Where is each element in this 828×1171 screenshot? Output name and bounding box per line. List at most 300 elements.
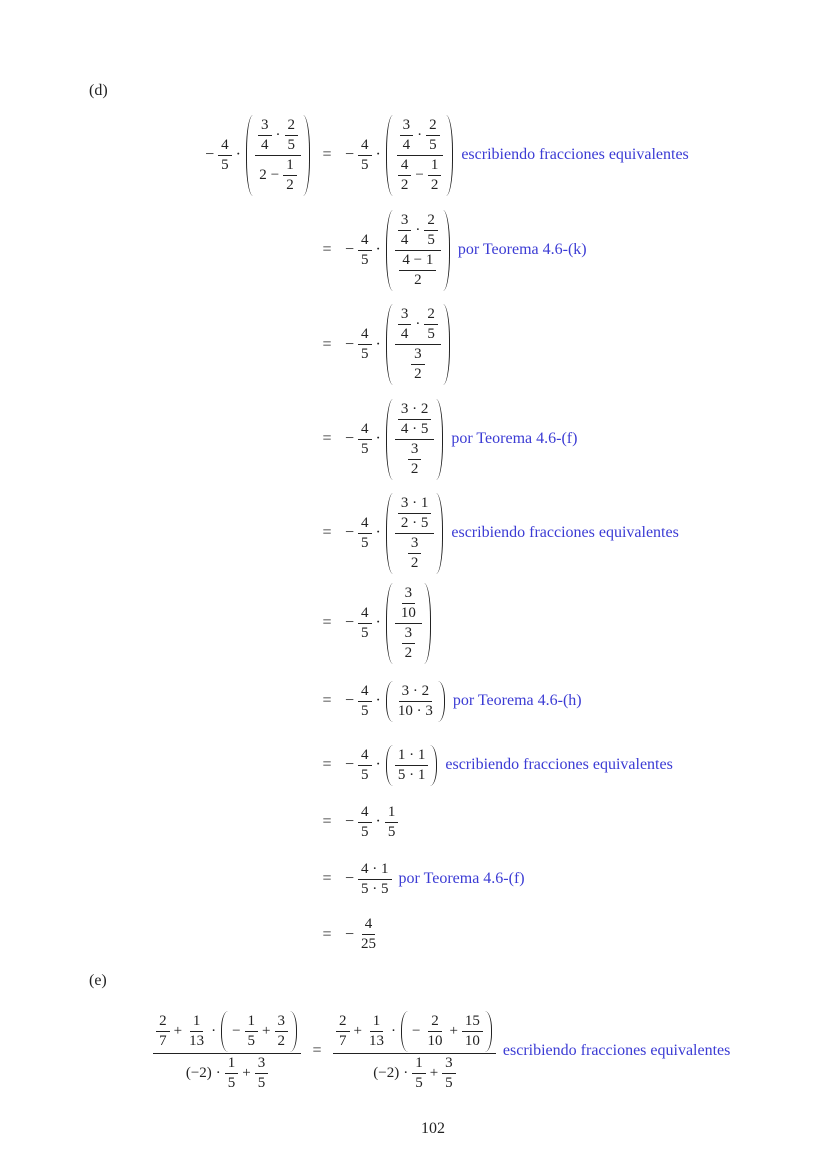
fraction xyxy=(218,137,232,174)
math-token: 5 xyxy=(361,251,369,268)
parenthesized-group xyxy=(386,115,453,196)
fraction xyxy=(400,117,414,154)
denominator xyxy=(358,823,372,841)
numerator xyxy=(395,401,435,440)
numerator xyxy=(358,515,372,534)
denominator xyxy=(395,702,436,720)
math-expression xyxy=(332,1011,497,1092)
equals-sign: = xyxy=(322,146,332,163)
justification-note: escribiendo fracciones equivalentes xyxy=(461,146,689,163)
fraction xyxy=(395,212,441,289)
denominator xyxy=(218,156,232,174)
math-token: 2 xyxy=(427,211,435,228)
denominator xyxy=(408,554,422,572)
math-operator: − xyxy=(232,1022,241,1039)
math-operator: · xyxy=(215,1064,221,1081)
math-operator: · xyxy=(211,1022,217,1039)
math-token: 3 xyxy=(410,440,419,457)
page-number: 102 xyxy=(421,1120,445,1137)
math-token: 3 xyxy=(445,1054,453,1071)
group-content xyxy=(253,115,303,196)
math-token: 4 xyxy=(361,326,369,342)
numerator xyxy=(370,1013,384,1032)
equals-sign: = xyxy=(322,614,332,631)
group-content xyxy=(393,399,437,480)
justification-note: por Teorema 4.6-(h) xyxy=(452,692,582,709)
math-token: 4 xyxy=(221,136,229,153)
math-token: 2 xyxy=(410,554,419,571)
left-parenthesis xyxy=(386,745,393,786)
numerator xyxy=(358,137,372,156)
justification-note: escribiendo fracciones equivalentes xyxy=(451,524,679,541)
equation-row xyxy=(0,666,689,736)
math-token: 4 xyxy=(361,682,369,699)
equation-row xyxy=(0,580,689,666)
denominator xyxy=(426,136,440,154)
left-parenthesis xyxy=(221,1011,228,1052)
math-expression xyxy=(399,117,441,154)
equation-lhs xyxy=(0,736,312,794)
numerator xyxy=(399,252,436,271)
fraction xyxy=(255,117,301,194)
fraction xyxy=(424,212,438,249)
math-operator: − xyxy=(345,430,355,447)
math-expression xyxy=(394,401,436,478)
numerator xyxy=(402,625,416,644)
equation-rhs xyxy=(342,486,689,580)
denominator xyxy=(408,460,422,478)
fraction xyxy=(358,605,372,642)
math-operator: · xyxy=(417,126,423,143)
fraction xyxy=(358,747,372,784)
equation-rhs xyxy=(342,297,689,392)
numerator xyxy=(275,1013,289,1032)
math-expression xyxy=(394,212,442,289)
equation-row xyxy=(0,736,689,794)
math-expression xyxy=(152,1011,302,1092)
denominator xyxy=(156,1032,170,1050)
math-operator: · xyxy=(375,614,381,631)
math-token: 5 · 1 xyxy=(397,766,426,783)
math-token: 1 xyxy=(192,1012,201,1029)
fraction xyxy=(424,1013,445,1050)
numerator xyxy=(385,804,399,823)
math-operator: − xyxy=(345,614,355,631)
equation-lhs xyxy=(0,486,312,580)
equation-rhs xyxy=(342,794,689,850)
denominator xyxy=(358,702,372,720)
left-parenthesis xyxy=(386,399,393,480)
numerator xyxy=(285,117,299,136)
fraction xyxy=(395,747,429,784)
right-parenthesis xyxy=(446,115,453,196)
math-token: (−2) xyxy=(373,1064,400,1081)
numerator xyxy=(398,157,412,176)
math-expression xyxy=(229,1013,289,1050)
equals-sign: = xyxy=(322,524,332,541)
equation-lhs xyxy=(0,850,312,908)
math-token: 1 xyxy=(247,1012,256,1029)
group-content xyxy=(408,1011,485,1052)
numerator xyxy=(156,1013,170,1032)
equation-rhs xyxy=(332,1005,730,1097)
numerator xyxy=(428,157,442,176)
math-operator: · xyxy=(375,756,381,773)
equation-row xyxy=(0,794,689,850)
equation-row xyxy=(0,486,689,580)
math-token: 7 xyxy=(339,1032,347,1049)
fraction xyxy=(402,625,416,662)
group-content xyxy=(228,1011,290,1052)
math-operator: + xyxy=(173,1022,183,1039)
denominator xyxy=(358,534,372,552)
denominator xyxy=(245,1032,259,1050)
numerator xyxy=(153,1011,301,1054)
math-token: 3 xyxy=(257,1054,266,1071)
math-token: 3 xyxy=(400,306,409,322)
numerator xyxy=(358,861,392,880)
math-token: 5 xyxy=(361,702,369,719)
equals-sign: = xyxy=(322,813,332,830)
fraction xyxy=(358,137,372,174)
math-operator: − xyxy=(345,241,355,258)
numerator xyxy=(462,1013,483,1032)
denominator xyxy=(358,156,372,174)
parenthesized-group xyxy=(221,1011,297,1052)
math-token: 5 xyxy=(427,326,435,342)
math-token: 5 xyxy=(361,156,369,173)
fraction xyxy=(398,401,432,438)
parenthesized-group xyxy=(386,210,450,291)
math-token: 5 xyxy=(387,823,396,840)
math-expression xyxy=(342,916,380,953)
math-expression xyxy=(397,306,439,343)
math-token: 4 xyxy=(361,604,369,621)
math-token: 5 xyxy=(287,136,295,153)
fraction xyxy=(358,683,372,720)
math-operator: − xyxy=(345,870,355,887)
numerator xyxy=(218,137,232,156)
fraction xyxy=(385,804,399,841)
equation-lhs xyxy=(0,908,312,961)
fraction xyxy=(156,1013,170,1050)
math-expression xyxy=(342,115,455,196)
math-token: 2 xyxy=(404,644,413,661)
math-expression xyxy=(394,747,430,784)
fraction xyxy=(398,306,412,343)
denominator xyxy=(400,136,414,154)
numerator xyxy=(399,683,433,702)
numerator xyxy=(362,916,376,935)
numerator xyxy=(398,495,432,514)
denominator xyxy=(283,176,297,194)
fraction xyxy=(395,401,435,478)
denominator xyxy=(408,345,428,383)
math-token: 2 xyxy=(277,1032,285,1049)
math-operator: + xyxy=(449,1022,458,1039)
denominator xyxy=(395,766,429,784)
denominator xyxy=(405,534,425,572)
equation-rhs xyxy=(342,107,689,203)
math-token: 4 · 5 xyxy=(400,420,429,437)
parenthesized-group xyxy=(386,745,438,786)
math-token: 7 xyxy=(159,1032,167,1049)
math-operator: − xyxy=(345,813,355,830)
math-token: (−2) xyxy=(185,1064,212,1081)
math-token: 3 xyxy=(410,534,419,551)
math-token: 2 xyxy=(159,1012,167,1029)
math-token: 2 xyxy=(430,176,439,193)
numerator xyxy=(408,441,422,460)
numerator xyxy=(400,117,414,136)
math-operator: + xyxy=(262,1022,271,1039)
fraction xyxy=(398,157,412,194)
parenthesized-group xyxy=(401,1011,492,1052)
right-parenthesis xyxy=(436,399,443,480)
math-token: 10 xyxy=(464,1032,480,1049)
math-operator: + xyxy=(242,1064,251,1081)
parenthesized-group xyxy=(386,399,444,480)
denominator xyxy=(256,156,299,194)
derivation-e xyxy=(0,1005,730,1097)
math-operator: − xyxy=(415,166,424,183)
math-operator: · xyxy=(375,335,381,353)
math-token: 5 xyxy=(247,1032,256,1049)
math-expression xyxy=(397,212,439,249)
fraction xyxy=(442,1055,456,1092)
equation-row xyxy=(0,203,689,297)
math-token: 13 xyxy=(189,1032,205,1049)
denominator xyxy=(358,440,372,458)
denominator xyxy=(411,365,425,383)
fraction xyxy=(285,117,299,154)
math-token: 1 xyxy=(430,156,439,173)
math-expression xyxy=(397,157,442,194)
math-token: 1 xyxy=(372,1012,381,1029)
fraction xyxy=(186,1013,207,1050)
equals-sign: = xyxy=(322,430,332,447)
right-parenthesis xyxy=(443,210,450,291)
denominator xyxy=(398,325,412,343)
math-token: 5 xyxy=(361,766,369,783)
fraction xyxy=(398,585,419,622)
denominator xyxy=(462,1032,483,1050)
math-operator: − xyxy=(270,166,280,183)
math-operator: · xyxy=(375,692,381,709)
math-token: 2 xyxy=(429,116,437,133)
right-parenthesis xyxy=(290,1011,297,1052)
math-token: 2 xyxy=(259,166,267,183)
numerator xyxy=(395,306,441,345)
fraction xyxy=(462,1013,483,1050)
fraction xyxy=(358,804,372,841)
equation-lhs xyxy=(0,392,312,486)
math-operator: − xyxy=(205,146,215,163)
math-expression xyxy=(342,681,447,722)
math-expression xyxy=(407,535,423,572)
derivation-d xyxy=(0,107,689,961)
math-token: 3 xyxy=(402,116,411,133)
math-token: 4 xyxy=(361,420,369,437)
denominator xyxy=(398,231,412,249)
fraction xyxy=(408,535,422,572)
math-token: 2 xyxy=(410,460,419,477)
equals-sign: = xyxy=(322,241,332,258)
math-token: 1 xyxy=(286,156,294,173)
denominator xyxy=(398,420,432,438)
equation-row xyxy=(0,107,689,203)
math-token: 1 · 1 xyxy=(397,746,426,763)
fraction xyxy=(395,683,436,720)
numerator xyxy=(190,1013,204,1032)
equation-lhs xyxy=(0,666,312,736)
equals-sign: = xyxy=(312,1042,322,1059)
justification-note: por Teorema 4.6-(k) xyxy=(457,241,587,258)
part-label-e: (e) xyxy=(89,972,107,989)
numerator xyxy=(398,401,432,420)
right-parenthesis xyxy=(485,1011,492,1052)
denominator xyxy=(385,823,399,841)
math-token: 3 xyxy=(261,116,269,133)
fraction xyxy=(395,495,435,572)
equation-rhs xyxy=(342,908,689,961)
math-operator: · xyxy=(375,241,381,258)
left-parenthesis xyxy=(401,1011,408,1052)
math-token: 5 xyxy=(361,624,369,641)
equation-row xyxy=(0,850,689,908)
numerator xyxy=(426,117,440,136)
math-token: 4 xyxy=(400,156,409,173)
denominator xyxy=(424,1032,445,1050)
math-token: 4 xyxy=(400,231,409,248)
math-operator: · xyxy=(415,316,421,332)
math-expression xyxy=(202,115,312,196)
numerator xyxy=(245,1013,259,1032)
math-expression xyxy=(398,252,437,289)
math-operator: · xyxy=(235,146,241,163)
math-token: 3 · 2 xyxy=(401,682,430,699)
fraction xyxy=(412,1055,426,1092)
denominator xyxy=(358,345,372,363)
math-expression xyxy=(372,1055,456,1092)
denominator xyxy=(255,1074,269,1092)
fraction xyxy=(395,117,444,194)
math-expression xyxy=(342,493,445,574)
math-token: 2 · 5 xyxy=(400,514,429,531)
math-token: 1 xyxy=(227,1054,236,1071)
denominator xyxy=(358,251,372,269)
fraction xyxy=(275,1013,289,1050)
math-token: 5 xyxy=(227,1074,236,1091)
math-expression xyxy=(257,117,299,154)
equation-rhs xyxy=(342,850,689,908)
equation-rhs xyxy=(342,580,689,666)
denominator xyxy=(424,231,438,249)
right-parenthesis xyxy=(443,304,450,385)
math-token: 3 xyxy=(400,211,409,228)
parenthesized-group xyxy=(386,493,444,574)
math-token: 4 xyxy=(361,746,369,763)
math-operator: · xyxy=(415,221,421,238)
math-expression xyxy=(394,585,423,662)
justification-note: escribiendo fracciones equivalentes xyxy=(502,1042,731,1059)
math-expression xyxy=(407,441,423,478)
numerator xyxy=(255,117,301,156)
math-operator: − xyxy=(345,335,355,353)
denominator xyxy=(399,624,419,662)
math-expression xyxy=(397,495,433,532)
math-token: 3 xyxy=(404,624,413,641)
fraction xyxy=(411,346,425,383)
equation-row xyxy=(0,1005,730,1097)
math-expression xyxy=(342,399,445,480)
math-token: 2 xyxy=(287,116,295,133)
parenthesized-group xyxy=(386,304,450,385)
math-operator: · xyxy=(375,524,381,541)
math-token: 1 xyxy=(415,1054,423,1071)
numerator xyxy=(336,1013,350,1032)
equation-lhs xyxy=(0,297,312,392)
numerator xyxy=(402,585,416,604)
numerator xyxy=(358,804,372,823)
equation-lhs xyxy=(0,1005,302,1097)
denominator xyxy=(412,1074,426,1092)
denominator xyxy=(358,880,392,898)
math-operator: · xyxy=(375,430,381,447)
numerator xyxy=(395,585,422,624)
math-token: 5 xyxy=(361,534,369,551)
math-token: 5 xyxy=(429,136,437,153)
denominator xyxy=(398,604,419,622)
equation-rhs xyxy=(342,203,689,297)
group-content xyxy=(393,493,437,574)
math-token: 5 xyxy=(427,231,435,248)
numerator xyxy=(395,212,441,251)
denominator xyxy=(395,156,444,194)
denominator xyxy=(405,440,425,478)
equation-rhs xyxy=(342,666,689,736)
justification-note: escribiendo fracciones equivalentes xyxy=(445,756,673,773)
numerator xyxy=(428,1013,442,1032)
math-expression xyxy=(394,495,436,572)
left-parenthesis xyxy=(386,681,393,722)
math-token: 5 xyxy=(415,1074,423,1091)
numerator xyxy=(397,117,443,156)
numerator xyxy=(395,747,429,766)
math-token: 4 · 1 xyxy=(361,860,389,877)
math-operator: − xyxy=(345,524,355,541)
denominator xyxy=(183,1054,271,1092)
fraction xyxy=(358,326,372,363)
math-token: 5 · 5 xyxy=(361,880,389,897)
math-token: 10 xyxy=(427,1032,443,1049)
math-token: 2 xyxy=(431,1012,439,1029)
left-parenthesis xyxy=(386,304,393,385)
numerator xyxy=(255,1055,269,1074)
equals-sign: = xyxy=(322,925,332,943)
math-operator: − xyxy=(411,1022,421,1039)
math-token: 4 xyxy=(402,136,411,153)
fraction xyxy=(428,157,442,194)
right-parenthesis xyxy=(438,681,445,722)
numerator xyxy=(358,605,372,624)
denominator xyxy=(358,935,379,953)
denominator xyxy=(398,176,412,194)
denominator xyxy=(275,1032,289,1050)
math-expression xyxy=(335,1011,494,1052)
fraction xyxy=(398,495,432,532)
numerator xyxy=(395,495,435,534)
